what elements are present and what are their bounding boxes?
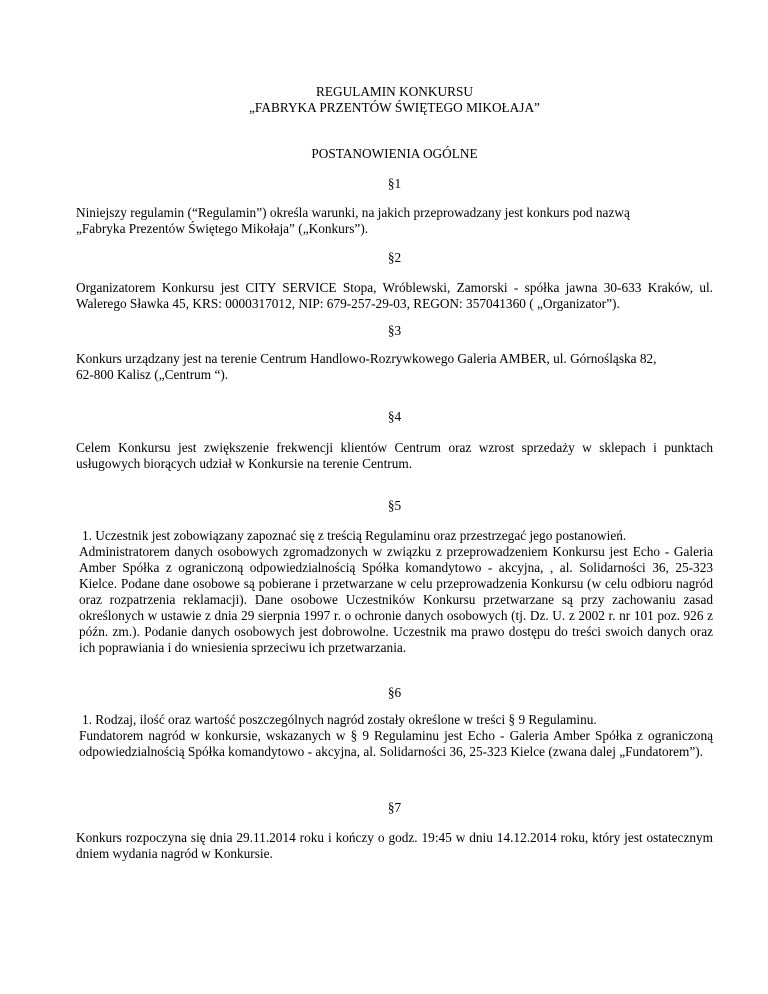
paragraph-6-text: Fundatorem nagród w konkursie, wskazanych w § 9 Regulaminu jest Echo - Galeria Amber Spółka z ograniczoną odpowiedzialnością Spółka komandytowo - akcyjna, al. Solidarności 36, 25-323 Kielce (zwana dalej „Fundatorem”). (79, 728, 713, 759)
paragraph-2-text: Organizatorem Konkursu jest CITY SERVICE Stopa, Wróblewski, Zamorski - spółka jawna 30-633 Kraków, ul. Walerego Sławka 45, KRS: 0000317012, NIP: 679-257-29-03, REGON: 357041360 ( „Organizator”). (76, 280, 713, 311)
paragraph-2-heading: §2 (387, 250, 402, 265)
paragraph-5-list-item: 1. Uczestnik jest zobowiązany zapoznać się z treścią Regulaminu oraz przestrzegać jego postanowień. (82, 528, 627, 543)
paragraph-3-text (76, 351, 713, 383)
paragraph-1-line: Niniejszy regulamin (“Regulamin”) określa warunki, na jakich przeprowadzany jest konkurs pod nazwą (76, 205, 630, 220)
paragraph-5-text: Administratorem danych osobowych zgromadzonych w związku z przeprowadzeniem Konkursu jest Echo - Galeria Amber Spółka z ograniczoną odpowiedzialnością Spółka komandytowo - akcyjna, , al. Solidarności 36, 25-323 Kielce. Podane dane osobowe są pobierane i przetwarzane w celu przeprowadzenia Konkursu (w celu odbioru nagród oraz rozpatrzenia reklamacji). Dane osobowe Uczestników Konkursu przetwarzane są przy zachowaniu zasad określonych w ustawie z dnia 29 sierpnia 1997 r. o ochronie danych osobowych (tj. Dz. U. z 2002 r. nr 101 poz. 926 z późn. zm.). Podanie danych osobowych jest dobrowolne. Uczestnik ma prawo dostępu do treści swoich danych oraz ich poprawiania i do wniesienia sprzeciwu ich przetwarzania. (79, 544, 713, 655)
paragraph-4-text: Celem Konkursu jest zwiększenie frekwencji klientów Centrum oraz wzrost sprzedaży w sklepach i punktach usługowych biorących udział w Konkursie na terenie Centrum. (76, 440, 713, 471)
paragraph-1-heading: §1 (387, 176, 402, 191)
document-title-line2: „FABRYKA PRZENTÓW ŚWIĘTEGO MIKOŁAJA” (249, 100, 540, 115)
paragraph-6-list-item: 1. Rodzaj, ilość oraz wartość poszczególnych nagród zostały określone w treści § 9 Regulaminu. (82, 712, 597, 727)
paragraph-6-heading: §6 (387, 685, 402, 700)
paragraph-4-heading: §4 (387, 409, 402, 424)
paragraph-3-line: 62-800 Kalisz („Centrum “). (76, 367, 229, 382)
paragraph-3-heading: §3 (387, 323, 402, 338)
paragraph-1-text (76, 205, 713, 237)
paragraph-1-line: „Fabryka Prezentów Świętego Mikołaja” („Konkurs”). (76, 221, 369, 236)
section-title: POSTANOWIENIA OGÓLNE (311, 146, 478, 161)
paragraph-7-text: Konkurs rozpoczyna się dnia 29.11.2014 roku i kończy o godz. 19:45 w dniu 14.12.2014 roku, który jest ostatecznym dniem wydania nagród w Konkursie. (76, 830, 713, 861)
document-title-line1: REGULAMIN KONKURSU (316, 84, 473, 99)
paragraph-7-heading: §7 (387, 800, 402, 815)
paragraph-3-line: Konkurs urządzany jest na terenie Centrum Handlowo-Rozrywkowego Galeria AMBER, ul. Górnośląska 82, (76, 351, 657, 366)
paragraph-5-heading: §5 (387, 498, 402, 513)
